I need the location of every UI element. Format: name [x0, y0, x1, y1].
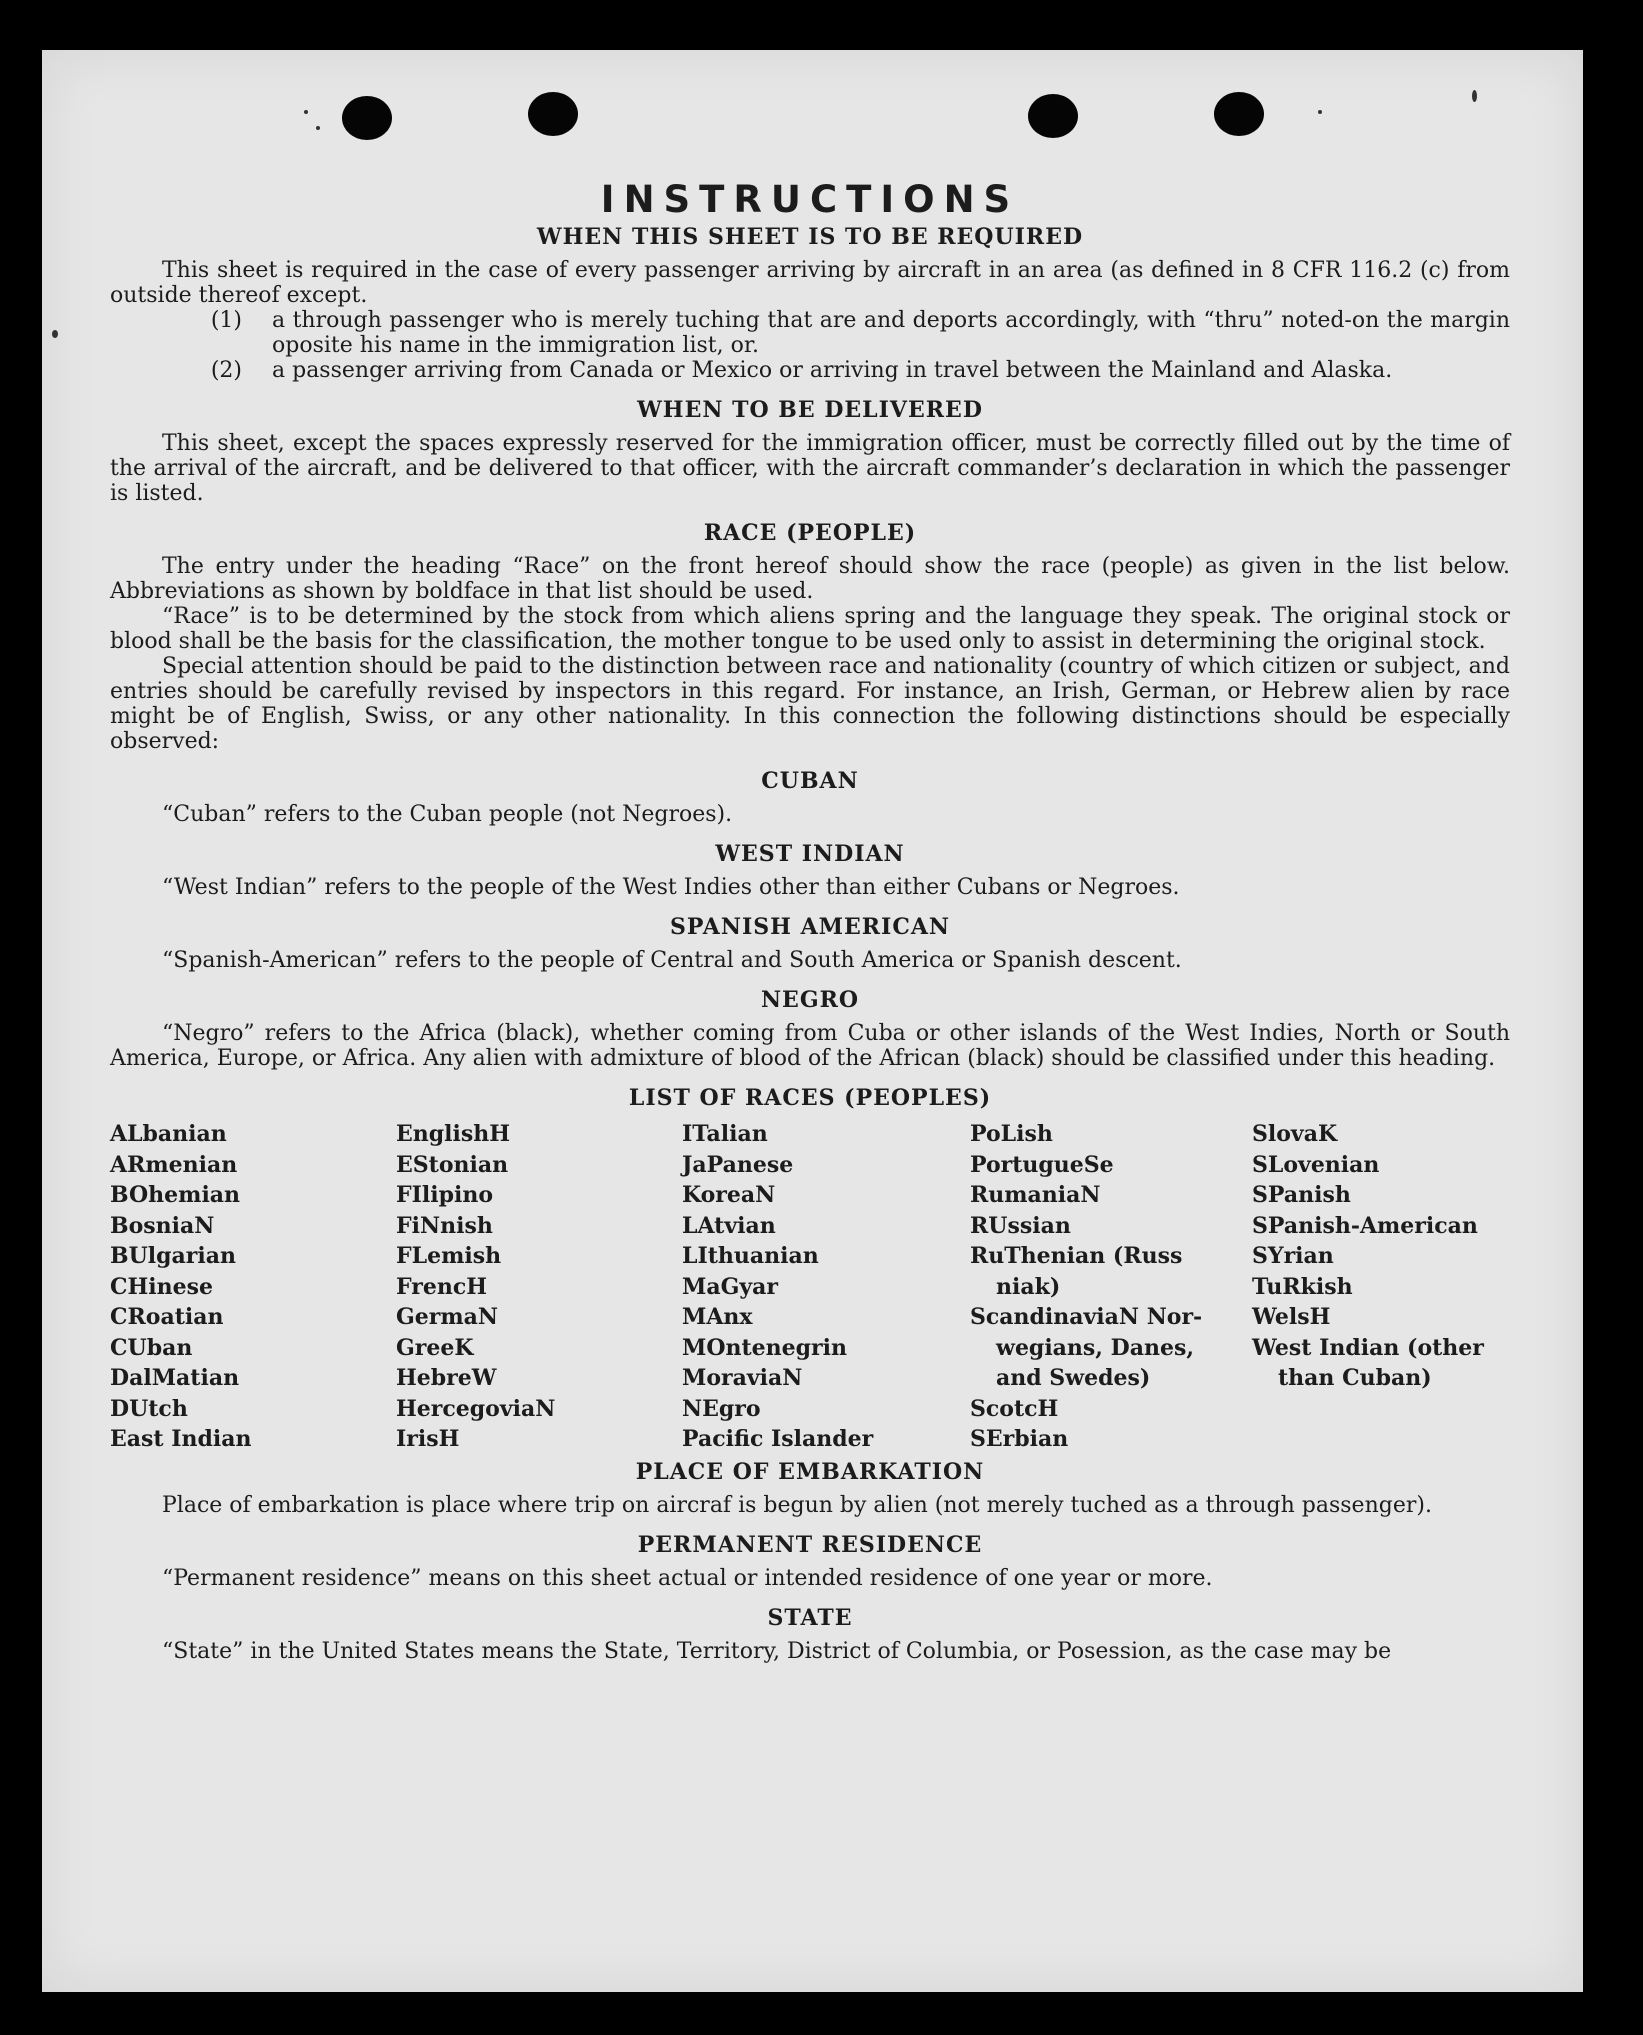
race-entry: BosniaN [110, 1212, 215, 1239]
section-heading-embarkation: PLACE OF EMBARKATION [635, 1458, 985, 1485]
race-entry: DalMatian [110, 1365, 240, 1391]
punch-hole [1028, 94, 1078, 138]
item-text: a passenger arriving from Canada or Mexico or arriving in travel between the Mainland and Alaska. [272, 358, 1393, 383]
punch-hole [342, 96, 392, 140]
race-entry: MaGyar [682, 1273, 779, 1300]
section-heading-residence: PERMANENT RESIDENCE [637, 1531, 983, 1558]
section-heading-delivered: WHEN TO BE DELIVERED [637, 397, 983, 423]
race-entry: MoraviaN [682, 1365, 803, 1391]
race-paragraph: Special attention should be paid to the distinction between race and nationality (country of which citizen or subject, and entries should be carefully revised by inspectors in this regard. For instance, an Irish, German, or Hebrew alien by race might be of English, Swiss, or any other nationality. In this connection the following distinctions should be especially observed: [110, 654, 1510, 754]
list-item [110, 358, 1510, 383]
section-heading-spanish-american: SPANISH AMERICAN [669, 914, 951, 940]
embarkation-text: Place of embarkation is place where trip on aircraf is begun by alien (not merely tuched as a through passenger). [162, 1492, 1432, 1518]
speck [1472, 90, 1477, 102]
section-heading-required: WHEN THIS SHEET IS TO BE REQUIRED [536, 224, 1084, 250]
speck [1318, 110, 1322, 114]
race-entry: TuRkish [1252, 1273, 1353, 1300]
race-paragraph: The entry under the heading “Race” on the front hereof should show the race (people) as given in the list below. Abbreviations as shown by boldface in that list should be used. [110, 554, 1510, 604]
race-entry: KoreaN [682, 1182, 776, 1208]
race-entry: SLovenian [1252, 1151, 1380, 1178]
section-heading-state: STATE [767, 1604, 853, 1631]
item-text: a through passenger who is merely tuching that are and deports accordingly, with “thru” noted-on the margin oposite his name in the immigration list, or. [272, 308, 1510, 358]
races-column [110, 1119, 396, 1455]
race-entry: CUban [110, 1334, 193, 1361]
race-entry: MAnx [682, 1304, 753, 1330]
races-column [970, 1119, 1252, 1455]
race-entry: PortugueSe [970, 1151, 1114, 1178]
race-entry: PoLish [970, 1121, 1053, 1147]
race-entry: wegians, Danes, [996, 1334, 1194, 1361]
race-entry: LIthuanian [682, 1243, 819, 1269]
speck [316, 126, 320, 130]
west-indian-text: “West Indian” refers to the people of the West Indies other than either Cubans or Negroes. [162, 875, 1180, 900]
race-entry: HercegoviaN [396, 1395, 556, 1422]
race-entry: East Indian [110, 1426, 252, 1452]
race-entry: than Cuban) [1278, 1365, 1432, 1391]
race-entry: LAtvian [682, 1212, 776, 1239]
race-entry: IrisH [396, 1426, 460, 1452]
race-entry: CHinese [110, 1273, 214, 1300]
section-heading-race: RACE (PEOPLE) [703, 520, 917, 546]
race-entry: GermaN [396, 1304, 499, 1330]
cuban-text: “Cuban” refers to the Cuban people (not Negroes). [162, 802, 733, 827]
race-entry: HebreW [396, 1365, 497, 1391]
item-number: (2) [210, 358, 242, 383]
race-entry: WelsH [1252, 1304, 1331, 1330]
races-column [396, 1119, 682, 1455]
race-entry: FIlipino [396, 1182, 494, 1208]
speck [304, 110, 308, 114]
spanish-american-text: “Spanish-American” refers to the people of Central and South America or Spanish descent. [162, 948, 1182, 973]
race-entry: EnglishH [396, 1121, 511, 1147]
race-entry: SPanish [1252, 1182, 1351, 1208]
race-entry: RUssian [970, 1212, 1071, 1239]
race-entry: DUtch [110, 1395, 188, 1422]
races-list [110, 1119, 1510, 1455]
punch-hole [1214, 92, 1264, 136]
section-heading-west-indian: WEST INDIAN [715, 841, 905, 867]
negro-text: “Negro” refers to the Africa (black), whether coming from Cuba or other islands of the West Indies, North or South America, Europe, or Africa. Any alien with admixture of blood of the African (black) should be classified under this heading. [110, 1021, 1510, 1071]
race-entry: NEgro [682, 1395, 761, 1422]
instructions-content [110, 178, 1510, 1664]
race-entry: West Indian (other [1252, 1334, 1484, 1361]
race-entry: BOhemian [110, 1182, 241, 1208]
race-entry: ScotcH [970, 1395, 1059, 1422]
race-entry: SlovaK [1252, 1121, 1338, 1147]
race-entry: ITalian [682, 1121, 768, 1147]
race-entry: SYrian [1252, 1243, 1334, 1269]
race-entry: Pacific Islander [682, 1426, 874, 1452]
race-entry: JaPanese [682, 1151, 794, 1178]
race-entry: CRoatian [110, 1304, 224, 1330]
race-entry: niak) [996, 1273, 1061, 1300]
speck [52, 330, 58, 338]
race-entry: FrencH [396, 1273, 487, 1300]
race-entry: FLemish [396, 1243, 502, 1269]
required-intro: This sheet is required in the case of every passenger arriving by aircraft in an area (as defined in 8 CFR 116.2 (c) from outside thereof except. [110, 258, 1510, 308]
race-entry: ARmenian [110, 1151, 238, 1178]
punch-hole [528, 92, 578, 136]
delivered-text: This sheet, except the spaces expressly reserved for the immigration officer, must be correctly filled out by the time of the arrival of the aircraft, and be delivered to that officer, with the aircraft commander’s declaration in which the passenger is listed. [110, 431, 1510, 506]
document-sheet [42, 50, 1583, 1992]
page-title: INSTRUCTIONS [600, 178, 1020, 221]
section-heading-list-of-races: LIST OF RACES (PEOPLES) [628, 1085, 992, 1111]
residence-text: “Permanent residence” means on this sheet actual or intended residence of one year or more. [162, 1565, 1213, 1591]
race-entry: EStonian [396, 1151, 509, 1178]
race-entry: RumaniaN [970, 1182, 1101, 1208]
race-entry: ALbanian [110, 1121, 227, 1147]
races-column [682, 1119, 970, 1455]
race-entry: BUlgarian [110, 1243, 236, 1269]
race-paragraph: “Race” is to be determined by the stock from which aliens spring and the language they speak. The original stock or blood shall be the basis for the classification, the mother tongue to be used only to assist in determining the original stock. [110, 604, 1510, 654]
race-entry: GreeK [396, 1334, 474, 1361]
races-column [1252, 1119, 1510, 1455]
state-text: “State” in the United States means the State, Territory, District of Columbia, or Posession, as the case may be [162, 1638, 1392, 1664]
item-number: (1) [210, 308, 242, 333]
race-entry: RuThenian (Russ [970, 1243, 1183, 1269]
race-entry: SErbian [970, 1426, 1069, 1452]
race-entry: and Swedes) [996, 1365, 1151, 1391]
race-entry: FiNnish [396, 1212, 493, 1239]
race-entry: SPanish-American [1252, 1212, 1478, 1239]
section-heading-negro: NEGRO [760, 987, 860, 1013]
race-entry: MOntenegrin [682, 1334, 847, 1361]
section-heading-cuban: CUBAN [761, 768, 859, 794]
race-entry: ScandinaviaN Nor- [970, 1304, 1203, 1330]
list-item [110, 308, 1510, 358]
